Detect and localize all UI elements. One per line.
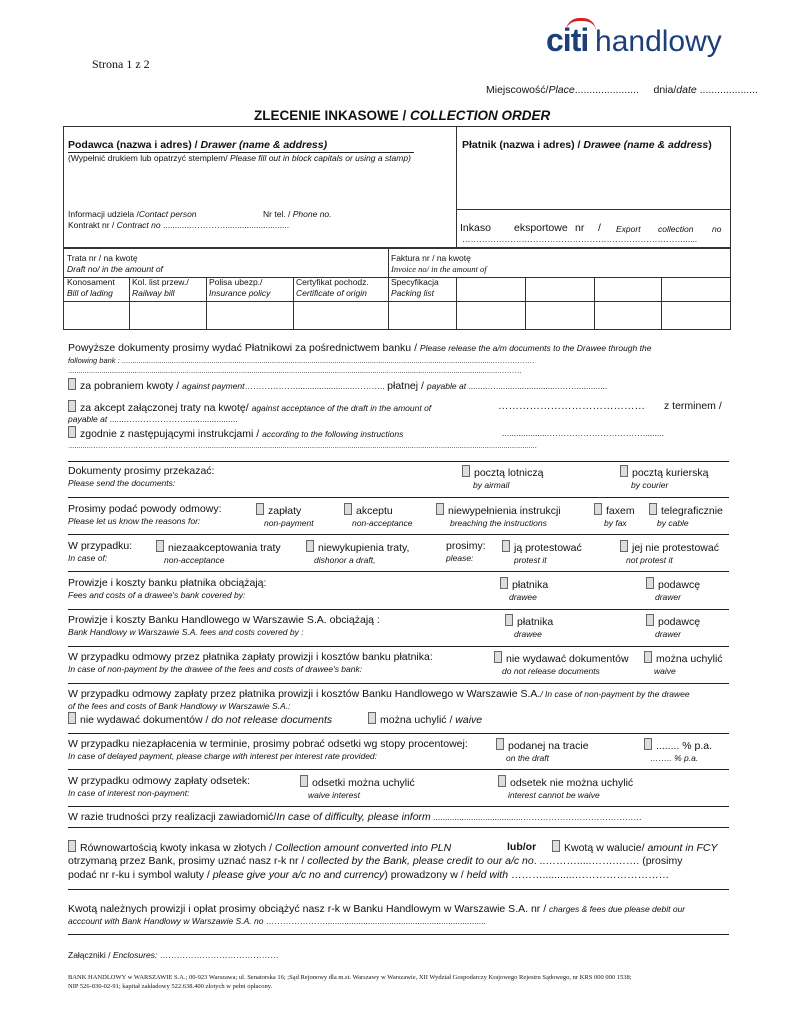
difficulty-inform-field[interactable]: W razie trudności przy realizacji zawiadomić/In case of difficulty, please inform ......................................……………………………………	[68, 811, 642, 823]
bank-field-dots[interactable]: ...............................................................................................................................................................................................................………	[68, 366, 522, 375]
cable-option[interactable]: telegraficznie by cable	[649, 503, 723, 529]
fax-option[interactable]: faxem by fax	[594, 503, 635, 529]
waive-option[interactable]: można uchylić waive	[644, 651, 723, 677]
checkbox-icon	[620, 465, 628, 477]
export-collection-dots: ……………………………………………………………………......	[462, 234, 698, 244]
packing-list-header: Specyfikacja Packing list	[391, 277, 439, 298]
checkbox-icon	[552, 840, 560, 852]
nonacceptance-reason-option[interactable]: akceptu non-acceptance	[344, 503, 413, 529]
payable-at-line[interactable]: payable at .......…………………......................	[68, 414, 238, 424]
export-collection-no[interactable]: Inkaso eksportowe nr / Export collection no	[460, 222, 722, 234]
checkbox-icon	[644, 651, 652, 663]
checkbox-icon	[68, 840, 76, 852]
reasons-label: Prosimy podać powody odmowy: Please let us know the reasons for:	[68, 503, 222, 526]
account-held-with-line[interactable]: podać nr r-ku i symbol waluty / please give your a/c no and currency) prowadzony w / held with ………...........………………………	[68, 869, 670, 881]
instructions-dots: ............………………………………………...............................................................................................................................................................	[68, 441, 537, 450]
bh-no-release-option[interactable]: nie wydawać dokumentów / do not release documents	[68, 712, 332, 726]
invoice-cell[interactable]: Faktura nr / na kwotę Invoice no/ in the amount of	[391, 253, 487, 274]
citi-handlowy-logo	[546, 22, 722, 59]
checkbox-icon	[436, 503, 444, 515]
lub-or-label: lub/or	[507, 841, 537, 853]
checkbox-icon	[68, 378, 76, 390]
drawee-fees-drawee-option[interactable]: płatnika drawee	[500, 577, 548, 603]
checkbox-icon	[256, 503, 264, 515]
insurance-policy-header: Polisa ubezp./ Insurance policy	[209, 277, 271, 298]
term-label: z terminem /	[664, 400, 722, 412]
release-instruction: Powyższe dokumenty prosimy wydać Płatnikowi za pośrednictwem banku / Please release the a/m documents to the Drawee through the following bank : ...................................................................................................................................................................................…………….	[68, 342, 652, 365]
checkbox-icon	[594, 503, 602, 515]
checkbox-icon	[368, 712, 376, 724]
checkbox-icon	[505, 614, 513, 626]
courier-option[interactable]: pocztą kurierską by courier	[620, 465, 708, 491]
checkbox-icon	[502, 540, 510, 552]
fcy-option[interactable]: Kwotą w walucie/ amount in FCY	[552, 840, 717, 854]
checkbox-icon	[156, 540, 164, 552]
enclosures-field[interactable]: Załączniki / Enclosures: ……………………………………	[68, 950, 279, 960]
interest-refusal-label: W przypadku odmowy zapłaty odsetek: In case of interest non-payment:	[68, 775, 251, 798]
against-payment-option[interactable]: za pobraniem kwoty / against payment……………….........................……….. płatnej / payable at ........…...........................…….............	[68, 378, 607, 392]
late-interest-label: W przypadku niezapłacenia w terminie, prosimy pobrać odsetki wg stopy procentowej: In case of delayed payment, please charge with interest per interest rate provided:	[68, 738, 468, 761]
draft-rate-option[interactable]: podanej na tracie on the draft	[496, 738, 589, 764]
checkbox-icon	[644, 738, 652, 750]
interest-cannot-waive-option[interactable]: odsetek nie można uchylić interest cannot be waive	[498, 775, 633, 801]
checkbox-icon	[496, 738, 504, 750]
form-title: ZLECENIE INKASOWE / COLLECTION ORDER	[254, 108, 551, 123]
logo-citi: citi	[546, 22, 589, 58]
drawer-contact[interactable]: Informacji udziela /Contact person	[68, 209, 197, 219]
in-case-label: W przypadku: In case of:	[68, 540, 133, 563]
draft-cell[interactable]: Trata nr / na kwotę Draft no/ in the amount of	[67, 253, 163, 274]
bh-fees-drawer-option[interactable]: podawcę drawer	[646, 614, 700, 640]
drawer-contract[interactable]: Kontrakt nr / Contract no ............…………...........................	[68, 220, 290, 230]
breach-reason-option[interactable]: niewypełnienia instrukcji breaching the instructions	[436, 503, 561, 529]
nonacceptance-option[interactable]: niezaakceptowania traty non-acceptance	[156, 540, 281, 566]
drawer-phone[interactable]: Nr tel. / Phone no.	[263, 209, 332, 219]
drawee-title: Płatnik (nazwa i adres) / Drawee (name & address)	[462, 139, 712, 151]
checkbox-icon	[68, 400, 76, 412]
place-field[interactable]: ......................	[574, 84, 639, 96]
instructions-field[interactable]: ....................…………………………….........	[502, 428, 664, 438]
page-number: Strona 1 z 2	[92, 57, 150, 71]
checkbox-icon	[344, 503, 352, 515]
pln-option[interactable]: Równowartością kwoty inkasa w złotych / Collection amount converted into PLN	[68, 840, 451, 854]
footer: BANK HANDLOWY w WARSZAWIE S.A.; 00-923 Warszawa; ul. Senatorska 16; ;Sąd Rejonowy dla m.st. Warszawy w Warszawie, XII Wydział Gospodarczy Krajowego Rejestru Sądowego, nr KRS 000 000 1538; NIP 526-030-02-91; kapitał zakładowy 522.638.400 złotych w pełni opłacony.	[68, 974, 632, 990]
airmail-option[interactable]: pocztą lotniczą by airmail	[462, 465, 543, 491]
checkbox-icon	[494, 651, 502, 663]
bill-of-lading-header: Konosament Bill of lading	[67, 277, 115, 298]
nonpay-drawee-fees-label: W przypadku odmowy przez płatnika zapłaty prowizji i kosztów banku płatnika: In case of non-payment by the drawee of the fees and costs of drawee's bank:	[68, 651, 433, 674]
no-protest-option[interactable]: jej nie protestować not protest it	[620, 540, 719, 566]
drawer-title: Podawca (nazwa i adres) / Drawer (name & address)	[68, 139, 328, 151]
credit-account-line[interactable]: otrzymaną przez Bank, prosimy uznać nasz r-k nr / collected by the Bank, please credit to our a/c no. ..……….....…….……. (prosimy	[68, 855, 683, 867]
interest-waive-option[interactable]: odsetki można uchylić waive interest	[300, 775, 415, 801]
checkbox-icon	[68, 712, 76, 724]
checkbox-icon	[500, 577, 508, 589]
date-field[interactable]: ....................	[699, 84, 758, 96]
protest-option[interactable]: ją protestować protest it	[502, 540, 582, 566]
checkbox-icon	[498, 775, 506, 787]
place-date-line: Miejscowość/Place...................... dnia/date ....................	[486, 84, 758, 96]
certificate-origin-header: Certyfikat pochodz. Certificate of origin	[296, 277, 369, 298]
checkbox-icon	[620, 540, 628, 552]
following-instructions-option[interactable]: zgodnie z następującymi instrukcjami / according to the following instructions	[68, 426, 403, 440]
nonpay-bh-fees-label: W przypadku odmowy zapłaty przez płatnika prowizji i kosztów Banku Handlowego w Warszawie S.A./ In case of non-payment by the drawee of the fees and costs of Bank Handlowy w Warszawie S.A.:	[68, 688, 690, 711]
logo-handlowy: handlowy	[595, 25, 722, 58]
checkbox-icon	[646, 614, 654, 626]
bh-waive-option[interactable]: można uchylić / waive	[368, 712, 482, 726]
bh-fees-drawee-option[interactable]: płatnika drawee	[505, 614, 553, 640]
checkbox-icon	[68, 426, 76, 438]
custom-rate-option[interactable]: ........ % p.a. …….. % p.a.	[644, 738, 712, 764]
drawer-note: (Wypełnić drukiem lub opatrzyć stemplem/ Please fill out in block capitals or using a stamp)	[68, 153, 411, 163]
drawee-fees-drawer-option[interactable]: podawcę drawer	[646, 577, 700, 603]
checkbox-icon	[462, 465, 470, 477]
dishonor-option[interactable]: niewykupienia traty, dishonor a draft,	[306, 540, 409, 566]
bh-fees-label: Prowizje i koszty Banku Handlowego w Warszawie S.A. obciążają : Bank Handlowy w Warszawie S.A. fees and costs covered by :	[68, 614, 380, 637]
against-acceptance-option[interactable]: za akcept załączonej traty na kwotę/ against acceptance of the draft in the amount of	[68, 400, 431, 414]
nonpayment-reason-option[interactable]: zapłaty non-payment	[256, 503, 314, 529]
acceptance-amount-field[interactable]: ……………………………………	[498, 400, 645, 412]
checkbox-icon	[649, 503, 657, 515]
railway-bill-header: Kol. list przew./ Railway bill	[132, 277, 189, 298]
citi-arc-icon	[566, 18, 596, 31]
checkbox-icon	[306, 540, 314, 552]
send-docs-label: Dokumenty prosimy przekazać: Please send the documents:	[68, 465, 215, 488]
drawee-fees-label: Prowizje i koszty banku płatnika obciążają: Fees and costs of a drawee's bank covered by:	[68, 577, 267, 600]
please-label: prosimy: please:	[446, 540, 486, 563]
fees-debit-field[interactable]: Kwotą należnych prowizji i opłat prosimy obciążyć nasz r-k w Banku Handlowym w Warszawie S.A. nr / charges & fees due please debit our acccount with Bank Handlowy w Warszawie S.A. no …………………....................................................................	[68, 903, 686, 926]
no-release-option[interactable]: nie wydawać dokumentów do not release documents	[494, 651, 629, 677]
checkbox-icon	[300, 775, 308, 787]
checkbox-icon	[646, 577, 654, 589]
